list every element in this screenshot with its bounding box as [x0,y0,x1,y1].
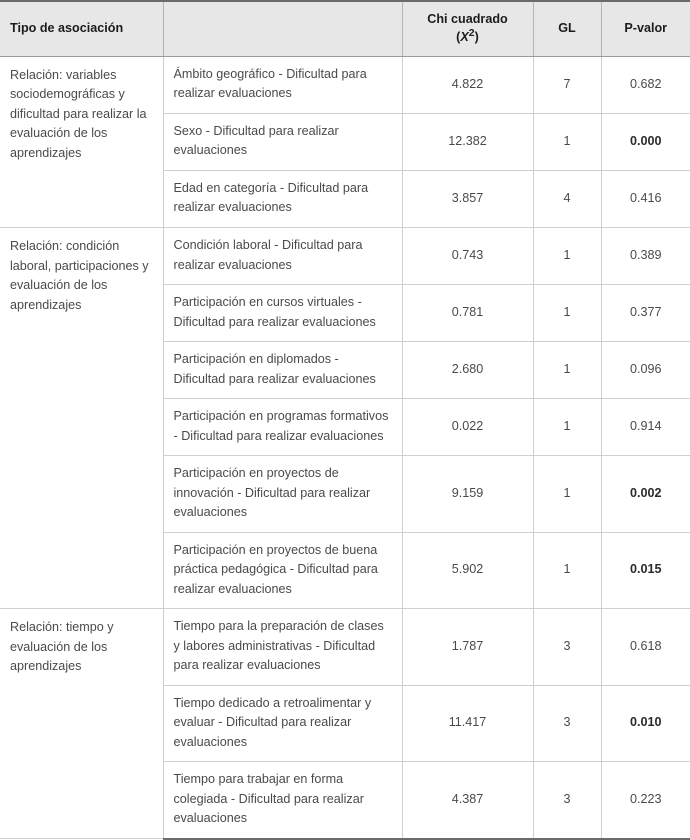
chi-square-value-cell: 9.159 [402,456,533,533]
column-header-pair [163,1,402,56]
column-header-gl: GL [533,1,601,56]
column-header-chi-cuadrado [402,1,533,56]
chi-square-value-cell: 5.902 [402,532,533,609]
association-pair-cell: Tiempo para la preparación de clases y labores administrativas - Dificultad para realizar evaluaciones [163,609,402,686]
degrees-of-freedom-cell: 3 [533,762,601,839]
p-value-cell-significant: 0.010 [601,685,690,762]
header-row [0,1,690,56]
chi-square-value-cell: 12.382 [402,113,533,170]
paren-close: ) [474,30,479,45]
p-value-cell: 0.389 [601,228,690,285]
chi-square-value-cell: 4.822 [402,56,533,113]
degrees-of-freedom-cell: 3 [533,609,601,686]
degrees-of-freedom-cell: 1 [533,285,601,342]
p-value-cell: 0.096 [601,342,690,399]
association-pair-cell: Participación en programas formativos - Dificultad para realizar evaluaciones [163,399,402,456]
association-pair-cell: Participación en proyectos de buena práctica pedagógica - Dificultad para realizar evaluaciones [163,532,402,609]
chi-square-value-cell: 0.022 [402,399,533,456]
p-value-cell: 0.223 [601,762,690,839]
p-value-cell: 0.618 [601,609,690,686]
p-value-cell: 0.914 [601,399,690,456]
association-pair-cell: Sexo - Dificultad para realizar evaluaciones [163,113,402,170]
column-header-p-valor: P-valor [601,1,690,56]
degrees-of-freedom-cell: 3 [533,685,601,762]
association-pair-cell: Participación en diplomados - Dificultad para realizar evaluaciones [163,342,402,399]
association-pair-cell: Condición laboral - Dificultad para realizar evaluaciones [163,228,402,285]
chi-exponent: 2 [468,27,475,40]
table-row [0,609,690,686]
chi-header-line1: Chi cuadrado [427,12,508,26]
table-header [0,1,690,56]
association-pair-cell: Tiempo dedicado a retroalimentar y evaluar - Dificultad para realizar evaluaciones [163,685,402,762]
table-body [0,56,690,838]
degrees-of-freedom-cell: 1 [533,113,601,170]
p-value-cell-significant: 0.015 [601,532,690,609]
degrees-of-freedom-cell: 7 [533,56,601,113]
group-label-cell: Relación: variables sociodemográficas y dificultad para realizar la evaluación de los aprendizajes [0,56,163,227]
chi-square-value-cell: 2.680 [402,342,533,399]
association-pair-cell: Edad en categoría - Dificultad para realizar evaluaciones [163,170,402,227]
p-value-cell-significant: 0.002 [601,456,690,533]
table-row [0,228,690,285]
chi-square-value-cell: 11.417 [402,685,533,762]
chi-square-value-cell: 0.781 [402,285,533,342]
paren-open: ( [456,30,461,45]
degrees-of-freedom-cell: 1 [533,399,601,456]
chi-square-value-cell: 1.787 [402,609,533,686]
p-value-cell: 0.416 [601,170,690,227]
degrees-of-freedom-cell: 1 [533,456,601,533]
chi-square-value-cell: 4.387 [402,762,533,839]
degrees-of-freedom-cell: 1 [533,532,601,609]
column-header-tipo-de-asociacion: Tipo de asociación [0,1,163,56]
association-pair-cell: Ámbito geográfico - Dificultad para realizar evaluaciones [163,56,402,113]
p-value-cell: 0.682 [601,56,690,113]
degrees-of-freedom-cell: 1 [533,228,601,285]
p-value-cell-significant: 0.000 [601,113,690,170]
table-row [0,56,690,113]
chi-square-value-cell: 3.857 [402,170,533,227]
degrees-of-freedom-cell: 1 [533,342,601,399]
chi-square-value-cell: 0.743 [402,228,533,285]
association-pair-cell: Tiempo para trabajar en forma colegiada - Dificultad para realizar evaluaciones [163,762,402,839]
p-value-cell: 0.377 [601,285,690,342]
degrees-of-freedom-cell: 4 [533,170,601,227]
chi-symbol: X [460,30,469,45]
chi-header-line2 [413,27,523,46]
association-pair-cell: Participación en proyectos de innovación - Dificultad para realizar evaluaciones [163,456,402,533]
group-label-cell: Relación: tiempo y evaluación de los aprendizajes [0,609,163,839]
association-pair-cell: Participación en cursos virtuales - Dificultad para realizar evaluaciones [163,285,402,342]
group-label-cell: Relación: condición laboral, participaciones y evaluación de los aprendizajes [0,228,163,609]
